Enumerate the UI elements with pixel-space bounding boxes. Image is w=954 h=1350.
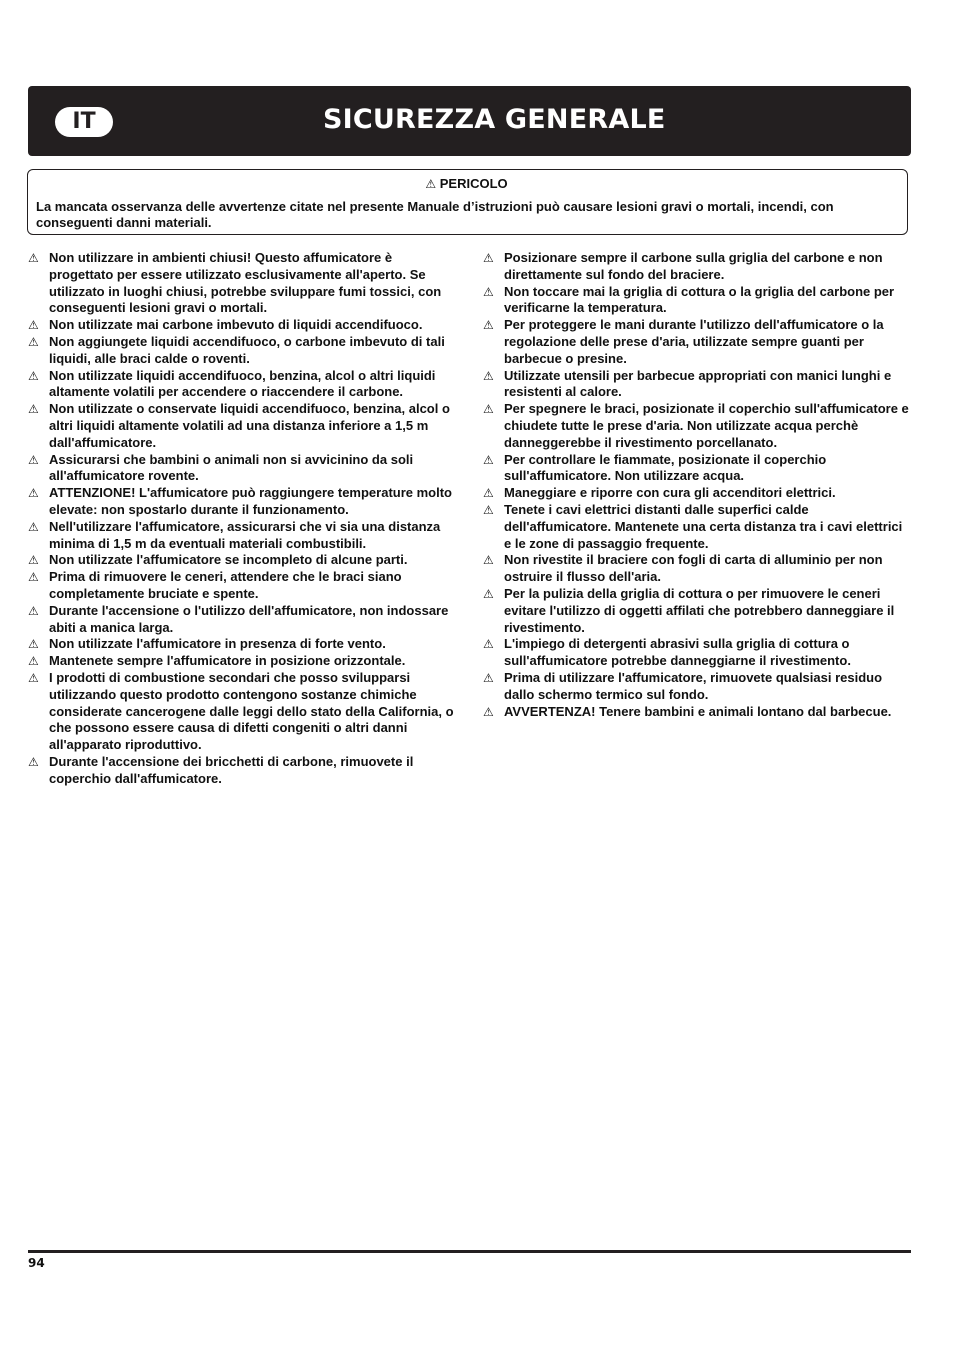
danger-text: La mancata osservanza delle avvertenze citate nel presente Manuale d’istruzioni può causare lesioni gravi o mortali, incendi, con conseguenti danni materiali. xyxy=(36,199,834,230)
warning-triangle-icon: ⚠ xyxy=(483,402,494,417)
warning-item xyxy=(28,519,458,553)
warning-triangle-icon: ⚠ xyxy=(28,334,39,349)
warning-item xyxy=(483,250,913,284)
warning-text: Non rivestite il braciere con fogli di carta di alluminio per non ostruire il flusso dell'aria. xyxy=(504,552,883,585)
warning-text: Per la pulizia della griglia di cottura o per rimuovere le ceneri evitare l'utilizzo di oggetti affilati che potrebbero danneggiare il rivestimento. xyxy=(504,585,895,635)
warning-text: Non toccare mai la griglia di cottura o la griglia del carbone per verificarne la temperatura. xyxy=(504,283,895,316)
warning-triangle-icon: ⚠ xyxy=(483,704,494,719)
warning-text: Prima di rimuovere le ceneri, attendere che le braci siano completamente bruciate e spente. xyxy=(49,569,402,601)
warning-triangle-icon: ⚠ xyxy=(483,553,494,568)
warning-text: Non utilizzate o conservate liquidi accendifuoco, benzina, alcol o altri liquidi altamente volatili ad una distanza inferiore a 1,5 m dall'affumicatore. xyxy=(49,401,450,450)
warning-item xyxy=(28,754,458,788)
warning-item xyxy=(28,552,458,569)
warning-triangle-icon: ⚠ xyxy=(483,586,494,601)
warning-triangle-icon: ⚠ xyxy=(28,368,39,383)
warning-text: Non aggiungete liquidi accendifuoco, o carbone imbevuto di tali liquidi, alle braci calde o roventi. xyxy=(49,333,445,366)
warning-item xyxy=(483,452,913,486)
warning-text: I prodotti di combustione secondari che posso svilupparsi utilizzando questo prodotto contengono sostanze chimiche considerate cancerogene dalle leggi dello stato della California, o che possono essere causa di difetti congeniti o altri danni all'apparato riproduttivo. xyxy=(49,669,454,753)
warning-text: Nell'utilizzare l'affumicatore, assicurarsi che vi sia una distanza minima di 1,5 m da eventuali materiali combustibili. xyxy=(49,518,441,551)
warning-text: Assicurarsi che bambini o animali non si avvicinino da soli all'affumicatore rovente. xyxy=(49,451,414,484)
warning-item xyxy=(28,569,458,603)
warning-text: ATTENZIONE! L'affumicatore può raggiungere temperature molto elevate: non spostarlo durante il funzionamento. xyxy=(49,485,452,517)
warning-triangle-icon: ⚠ xyxy=(28,452,39,467)
warning-item xyxy=(483,284,913,318)
warning-item xyxy=(28,485,458,519)
warning-triangle-icon: ⚠ xyxy=(28,251,39,265)
warning-triangle-icon: ⚠ xyxy=(28,637,39,652)
warning-item xyxy=(483,586,913,636)
warning-text: Non utilizzate l'affumicatore se incompleto di alcune parti. xyxy=(49,552,408,568)
warning-item xyxy=(28,670,458,754)
warning-text: Mantenete sempre l'affumicatore in posizione orizzontale. xyxy=(49,653,406,669)
warning-item xyxy=(28,317,458,334)
warning-item xyxy=(483,485,913,502)
warning-item xyxy=(28,636,458,653)
warning-item xyxy=(28,603,458,637)
warning-text: Tenete i cavi elettrici distanti dalle superfici calde dell'affumicatore. Mantenete una certa distanza tra i cavi elettrici e le zone di passaggio frequente. xyxy=(504,501,903,551)
warning-text: Posizionare sempre il carbone sulla griglia del carbone e non direttamente sul fondo del braciere. xyxy=(504,250,883,282)
page-number: 94 xyxy=(28,1256,45,1270)
warning-triangle-icon: ⚠ xyxy=(28,670,39,685)
warning-item xyxy=(483,636,913,670)
warning-triangle-icon: ⚠ xyxy=(28,402,39,417)
section-header xyxy=(28,86,911,156)
warning-triangle-icon: ⚠ xyxy=(28,553,39,568)
left-warnings-list xyxy=(28,250,458,788)
warning-text: Utilizzate utensili per barbecue appropriati con manici lunghi e resistenti al calore. xyxy=(504,367,892,400)
warning-text: Non utilizzate liquidi accendifuoco, benzina, alcol o altri liquidi altamente volatili per accendere o riaccendere il carbone. xyxy=(49,367,436,400)
right-warnings-column xyxy=(483,250,913,720)
warning-text: Durante l'accensione dei bricchetti di carbone, rimuovete il coperchio dall'affumicatore. xyxy=(49,753,414,786)
warning-triangle-icon: ⚠ xyxy=(425,177,437,191)
warning-text: Maneggiare e riporre con cura gli accenditori elettrici. xyxy=(504,485,836,501)
danger-notice xyxy=(27,169,908,235)
warning-item xyxy=(28,452,458,486)
warning-triangle-icon: ⚠ xyxy=(483,670,494,685)
warning-item xyxy=(483,670,913,704)
right-warnings-list xyxy=(483,250,913,720)
warning-triangle-icon: ⚠ xyxy=(483,251,494,265)
warning-item xyxy=(483,317,913,367)
warning-item xyxy=(483,502,913,552)
warning-triangle-icon: ⚠ xyxy=(28,318,39,333)
warning-text: Non utilizzate mai carbone imbevuto di liquidi accendifuoco. xyxy=(49,317,423,333)
left-warnings-column xyxy=(28,250,458,788)
page-title: SICUREZZA GENERALE xyxy=(323,104,666,135)
footer-divider xyxy=(28,1250,911,1253)
warning-item xyxy=(28,368,458,402)
warning-triangle-icon: ⚠ xyxy=(28,754,39,769)
warning-item xyxy=(28,334,458,368)
warning-item xyxy=(28,250,458,317)
warning-triangle-icon: ⚠ xyxy=(483,637,494,652)
warning-item xyxy=(483,368,913,402)
warning-triangle-icon: ⚠ xyxy=(483,486,494,501)
warning-triangle-icon: ⚠ xyxy=(483,284,494,299)
warning-text: Prima di utilizzare l'affumicatore, rimuovete qualsiasi residuo dallo schermo termico sul fondo. xyxy=(504,669,883,702)
warning-triangle-icon: ⚠ xyxy=(28,654,39,669)
warning-text: Durante l'accensione o l'utilizzo dell'affumicatore, non indossare abiti a manica larga. xyxy=(49,602,449,635)
warning-text: Non utilizzare in ambienti chiusi! Questo affumicatore è progettato per essere utilizzato esclusivamente all'aperto. Se utilizzato in luoghi chiusi, potrebbe sviluppare fumi tossici, con conseguenti lesioni gravi o mortali. xyxy=(49,250,442,316)
warning-triangle-icon: ⚠ xyxy=(28,570,39,585)
warning-triangle-icon: ⚠ xyxy=(28,519,39,534)
warning-item xyxy=(483,552,913,586)
warning-triangle-icon: ⚠ xyxy=(483,318,494,333)
warning-text: Per spegnere le braci, posizionate il coperchio sull'affumicatore e chiudete tutte le prese d'aria. Non utilizzate acqua perchè danneggerebbe il rivestimento porcellanato. xyxy=(504,401,909,450)
warning-text: AVVERTENZA! Tenere bambini e animali lontano dal barbecue. xyxy=(504,703,892,719)
warning-item xyxy=(483,704,913,721)
warning-triangle-icon: ⚠ xyxy=(28,603,39,618)
language-badge: IT xyxy=(55,107,113,137)
warning-text: Per controllare le fiammate, posizionate il coperchio sull'affumicatore. Non utilizzare acqua. xyxy=(504,451,827,484)
danger-heading xyxy=(36,175,897,193)
warning-item xyxy=(483,401,913,451)
warning-item xyxy=(28,653,458,670)
warning-triangle-icon: ⚠ xyxy=(483,452,494,467)
warning-text: Per proteggere le mani durante l'utilizzo dell'affumicatore o la regolazione delle prese d'aria, utilizzate sempre guanti per barbecue o presine. xyxy=(504,317,884,366)
warning-triangle-icon: ⚠ xyxy=(483,502,494,517)
warning-item xyxy=(28,401,458,451)
warning-triangle-icon: ⚠ xyxy=(28,486,39,501)
warning-text: Non utilizzate l'affumicatore in presenza di forte vento. xyxy=(49,636,386,652)
warning-triangle-icon: ⚠ xyxy=(483,368,494,383)
danger-label: PERICOLO xyxy=(439,176,508,191)
warning-text: L'impiego di detergenti abrasivi sulla griglia di cottura o sull'affumicatore potrebbe danneggiarne il rivestimento. xyxy=(504,636,851,669)
